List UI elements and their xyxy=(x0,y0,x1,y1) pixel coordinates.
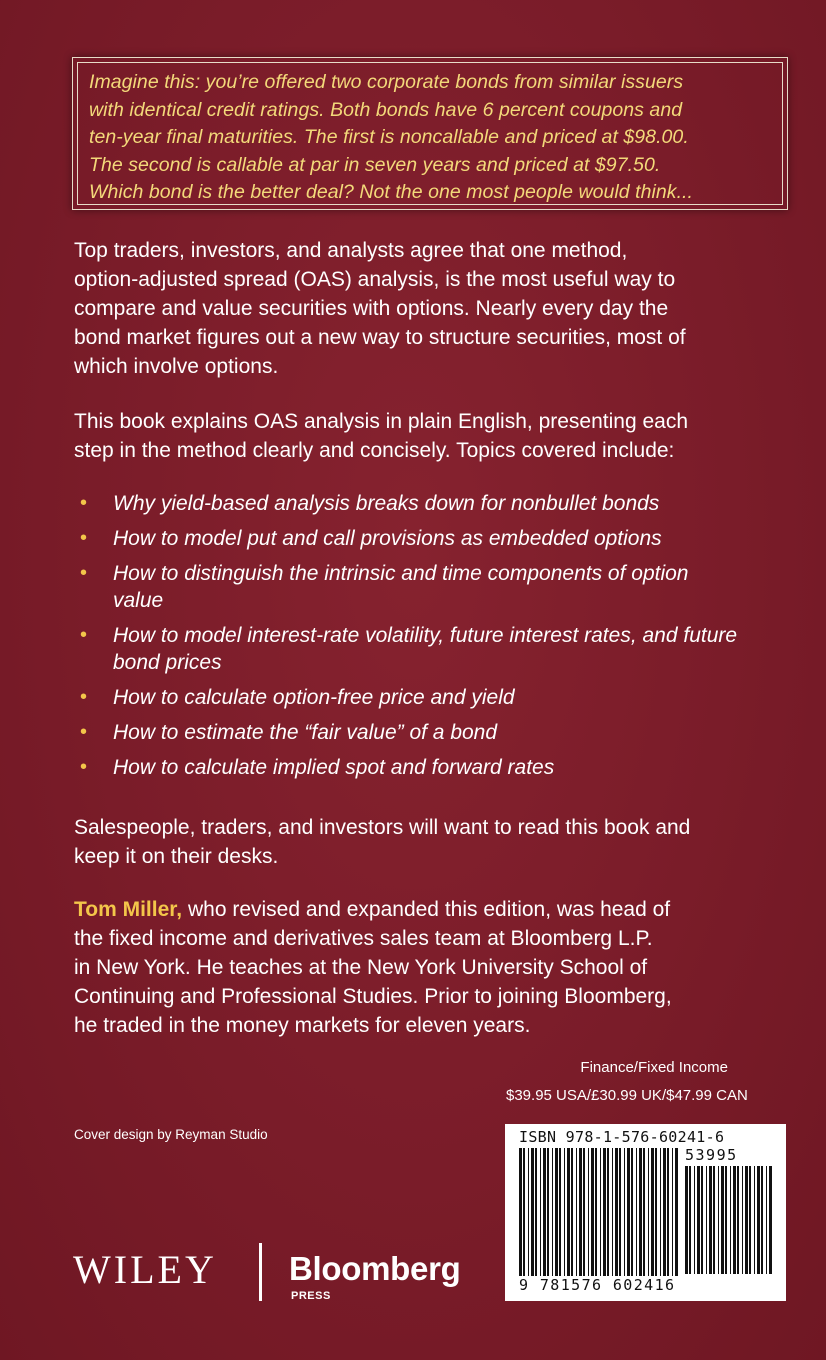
barcode-bar xyxy=(555,1148,558,1276)
topic-item xyxy=(74,490,794,517)
barcode-bar xyxy=(603,1148,606,1276)
text-line: This book explains OAS analysis in plain English, presenting each xyxy=(74,410,689,433)
text-line: which involve options. xyxy=(74,355,279,378)
topic-item xyxy=(74,560,794,614)
barcode-bar xyxy=(660,1148,661,1276)
text-line: in New York. He teaches at the New York University School of xyxy=(74,956,648,979)
barcode-bar xyxy=(651,1148,654,1276)
barcode-bar xyxy=(709,1166,712,1274)
barcode-bar xyxy=(624,1148,625,1276)
author-name: Tom Miller, xyxy=(74,898,183,921)
topic-text: How to model put and call provisions as embedded options xyxy=(113,527,662,550)
barcode-bar xyxy=(528,1148,529,1276)
barcode-bar xyxy=(733,1166,736,1274)
barcode-bar xyxy=(631,1148,633,1276)
barcode-bar xyxy=(595,1148,597,1276)
barcode-bar xyxy=(648,1148,649,1276)
topic-text: How to calculate implied spot and forward rates xyxy=(113,756,555,779)
topic-item xyxy=(74,622,794,676)
barcode-bar xyxy=(761,1166,763,1274)
topic-text: How to calculate option-free price and yield xyxy=(113,686,515,709)
text-line: option-adjusted spread (OAS) analysis, is the most useful way to xyxy=(74,268,676,291)
isbn-label: ISBN 978-1-576-60241-6 xyxy=(519,1128,725,1146)
topics-list xyxy=(74,490,794,789)
barcode-bar xyxy=(591,1148,594,1276)
barcode-bar xyxy=(749,1166,751,1274)
barcode-bar xyxy=(701,1166,703,1274)
barcode-bar xyxy=(547,1148,549,1276)
quote-line: Which bond is the better deal? Not the one most people would think... xyxy=(89,181,693,203)
quote-line: with identical credit ratings. Both bonds have 6 percent coupons and xyxy=(89,98,683,121)
barcode-bar xyxy=(619,1148,621,1276)
text-line: he traded in the money markets for eleven years. xyxy=(74,1014,531,1037)
intro-paragraph xyxy=(74,236,794,381)
barcode-bar xyxy=(567,1148,570,1276)
text-line: bond market figures out a new way to structure securities, most of xyxy=(74,326,686,349)
barcode-bar xyxy=(769,1166,772,1274)
barcode-bar xyxy=(579,1148,582,1276)
bullet-icon: • xyxy=(80,562,88,584)
barcode-bar xyxy=(697,1166,700,1274)
text-line: the fixed income and derivatives sales team at Bloomberg L.P. xyxy=(74,927,653,950)
audience-paragraph xyxy=(74,813,794,871)
barcode-panel xyxy=(505,1124,786,1301)
barcode-bar xyxy=(643,1148,645,1276)
barcode-bar xyxy=(519,1148,522,1276)
barcode-bar xyxy=(559,1148,561,1276)
barcode-bar xyxy=(639,1148,642,1276)
barcode-addon-graphic xyxy=(685,1166,773,1274)
barcode-bar xyxy=(607,1148,609,1276)
category-label: Finance/Fixed Income xyxy=(580,1059,728,1076)
barcode-bar xyxy=(766,1166,767,1274)
text-line: keep it on their desks. xyxy=(74,845,279,868)
barcode-bar xyxy=(706,1166,707,1274)
barcode-bar xyxy=(672,1148,673,1276)
quote-line: ten-year final maturities. The first is noncallable and priced at $98.00. xyxy=(89,126,689,148)
barcode-bar xyxy=(757,1166,760,1274)
barcode-bar xyxy=(540,1148,541,1276)
text-line: Continuing and Professional Studies. Prior to joining Bloomberg, xyxy=(74,985,672,1008)
bullet-icon: • xyxy=(80,756,88,778)
topic-item xyxy=(74,684,794,711)
barcode-bar xyxy=(571,1148,573,1276)
price-label: $39.95 USA/£30.99 UK/$47.99 CAN xyxy=(506,1087,748,1104)
barcode-addon-number: 53995 xyxy=(685,1146,738,1164)
barcode-bar xyxy=(745,1166,748,1274)
barcode-bar xyxy=(742,1166,743,1274)
barcode-bar xyxy=(689,1166,691,1274)
quote-box xyxy=(72,57,788,210)
bullet-icon: • xyxy=(80,686,88,708)
quote-inner-frame xyxy=(77,62,783,205)
bullet-icon: • xyxy=(80,527,88,549)
barcode-bar xyxy=(552,1148,553,1276)
barcode-bar xyxy=(636,1148,637,1276)
barcode-bar xyxy=(535,1148,537,1276)
barcode-bar xyxy=(615,1148,618,1276)
barcode-bar xyxy=(694,1166,695,1274)
text-line: step in the method clearly and concisely. Topics covered include: xyxy=(74,439,675,462)
barcode-bar xyxy=(612,1148,613,1276)
barcode-bar xyxy=(564,1148,565,1276)
barcode-bar xyxy=(583,1148,585,1276)
bloomberg-press-label: PRESS xyxy=(291,1290,331,1302)
author-bio xyxy=(74,895,794,1040)
barcode-bar xyxy=(685,1166,688,1274)
quote-line: Imagine this: you’re offered two corporate bonds from similar issuers xyxy=(89,71,684,93)
barcode-bar xyxy=(721,1166,724,1274)
bloomberg-logo: Bloomberg xyxy=(289,1250,461,1287)
barcode-ean-number: 9 781576 602416 xyxy=(519,1276,676,1294)
topic-item xyxy=(74,754,794,781)
barcode-bar xyxy=(627,1148,630,1276)
text-line: compare and value securities with options. Nearly every day the xyxy=(74,297,669,320)
topics-intro-paragraph xyxy=(74,407,794,465)
quote-text xyxy=(89,69,770,207)
barcode-bar xyxy=(531,1148,534,1276)
barcode-bar xyxy=(667,1148,669,1276)
barcode-bar xyxy=(675,1148,678,1276)
text-line: Top traders, investors, and analysts agree that one method, xyxy=(74,239,628,262)
barcode-bar xyxy=(600,1148,601,1276)
barcode-bar xyxy=(713,1166,715,1274)
bullet-icon: • xyxy=(80,721,88,743)
text-line: who revised and expanded this edition, was head of xyxy=(182,898,671,921)
bullet-icon: • xyxy=(80,624,88,646)
barcode-bar xyxy=(663,1148,666,1276)
quote-line: The second is callable at par in seven years and priced at $97.50. xyxy=(89,153,661,176)
barcode-bar xyxy=(754,1166,755,1274)
topic-text: How to estimate the “fair value” of a bond xyxy=(113,721,498,744)
wiley-logo: WILEY xyxy=(73,1247,217,1292)
barcode-bar xyxy=(543,1148,546,1276)
topic-text: How to distinguish the intrinsic and time components of option value xyxy=(113,562,689,612)
topic-item xyxy=(74,525,794,552)
logo-divider xyxy=(259,1243,262,1301)
barcode-bar xyxy=(718,1166,719,1274)
topic-item xyxy=(74,719,794,746)
cover-credit: Cover design by Reyman Studio xyxy=(74,1127,268,1142)
barcode-bar xyxy=(576,1148,577,1276)
topic-text: How to model interest-rate volatility, future interest rates, and future bond prices xyxy=(113,624,738,674)
barcode-bar xyxy=(588,1148,589,1276)
barcode-graphic xyxy=(519,1148,679,1276)
barcode-bar xyxy=(523,1148,525,1276)
topic-text: Why yield-based analysis breaks down for nonbullet bonds xyxy=(113,492,660,515)
bullet-icon: • xyxy=(80,492,88,514)
barcode-bar xyxy=(737,1166,739,1274)
barcode-bar xyxy=(655,1148,657,1276)
text-line: Salespeople, traders, and investors will want to read this book and xyxy=(74,816,691,839)
barcode-bar xyxy=(730,1166,731,1274)
barcode-bar xyxy=(725,1166,727,1274)
